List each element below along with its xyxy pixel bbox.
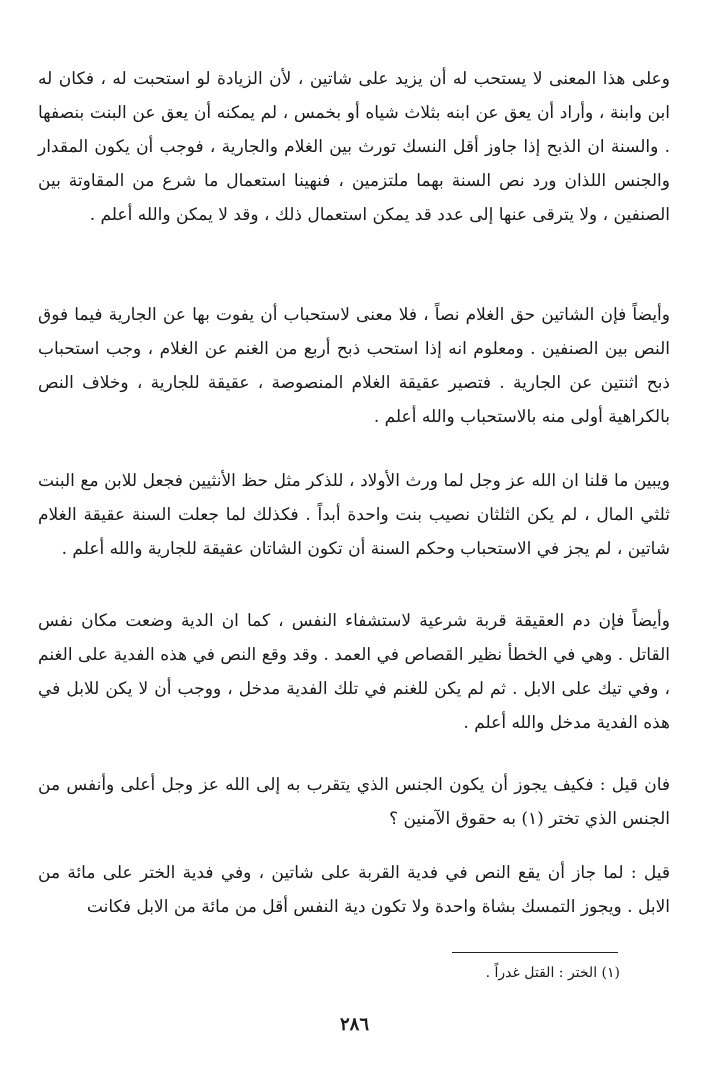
paragraph-6-text: قيل : لما جاز أن يقع النص في فدية القربة على شاتين ، وفي فدية الختر على مائة من الابل . ويجوز التمسك بشاة واحدة ولا تكون دية النفس أقل من مائة من الابل فكانت (38, 863, 670, 917)
paragraph-3 (38, 464, 670, 566)
paragraph-2 (38, 298, 670, 434)
paragraph-1-text: وعلى هذا المعنى لا يستحب له أن يزيد على شاتين ، لأن الزيادة لو استحبت له ، فكان له ابن وابنة ، وأراد أن يعق عن ابنه بثلاث شياه أو بخمس ، لم يمكنه أن يعق عن البنت بنصفها . والسنة ان الذبح إذا جاوز أقل النسك تورث بين الغلام والجارية ، فوجب أن يكون المقدار والجنس اللذان ورد نص السنة بهما ملتزمين ، فنهينا استعمال ما شرع من المقاوتة بين الصنفين ، ولا يترقى عنها إلى عدد قد يمكن استعمال ذلك ، وقد لا يمكن والله أعلم . (38, 69, 671, 225)
paragraph-4 (38, 604, 670, 740)
paragraph-4-text: وأيضاً فإن دم العقيقة قربة شرعية لاستشفاء النفس ، كما ان الدية وضعت مكان نفس القاتل . وهي في الخطأ نظير القصاص في العمد . وقد وقع النص في هذه الفدية على الغنم ، وفي تيك على الابل . ثم لم يكن للغنم في تلك الفدية مدخل ، ووجب أن لا يكن للابل في هذه الفدية مدخل والله أعلم . (38, 611, 670, 733)
paragraph-2-text: وأيضاً فإن الشاتين حق الغلام نصاً ، فلا معنى لاستحباب أن يفوت بها عن الجارية فيما فوق النص بين الصنفين . ومعلوم انه إذا استحب ذبح أربع من الغنم عن الغلام ، وجب استحباب ذبح اثنتين عن الجارية . فتصير عقيقة الغلام المنصوصة ، عقيقة للجارية ، وخلاف النص بالكراهية أولى منه بالاستحباب والله أعلم . (38, 305, 670, 427)
paragraph-3-text: ويبين ما قلنا ان الله عز وجل لما ورث الأولاد ، للذكر مثل حظ الأنثيين فجعل للابن مع البنت ثلثي المال ، لم يكن الثلثان نصيب بنت واحدة أبداً . فكذلك لما جعلت السنة عقيقة الغلام شاتين ، لم يجز في الاستحباب وحكم السنة أن تكون الشاتان عقيقة للجارية والله أعلم . (38, 471, 670, 559)
paragraph-1 (38, 62, 670, 232)
footnote: (١) الختر : القتل غدراً . (485, 965, 620, 981)
footnote-divider (452, 952, 618, 953)
page-number: ٢٨٦ (339, 1014, 369, 1035)
paragraph-5 (38, 768, 670, 836)
paragraph-6 (38, 856, 670, 924)
paragraph-5-text: فان قيل : فكيف يجوز أن يكون الجنس الذي يتقرب به إلى الله عز وجل أعلى وأنفس من الجنس الذي تختر (١) به حقوق الآمنين ؟ (38, 775, 670, 829)
